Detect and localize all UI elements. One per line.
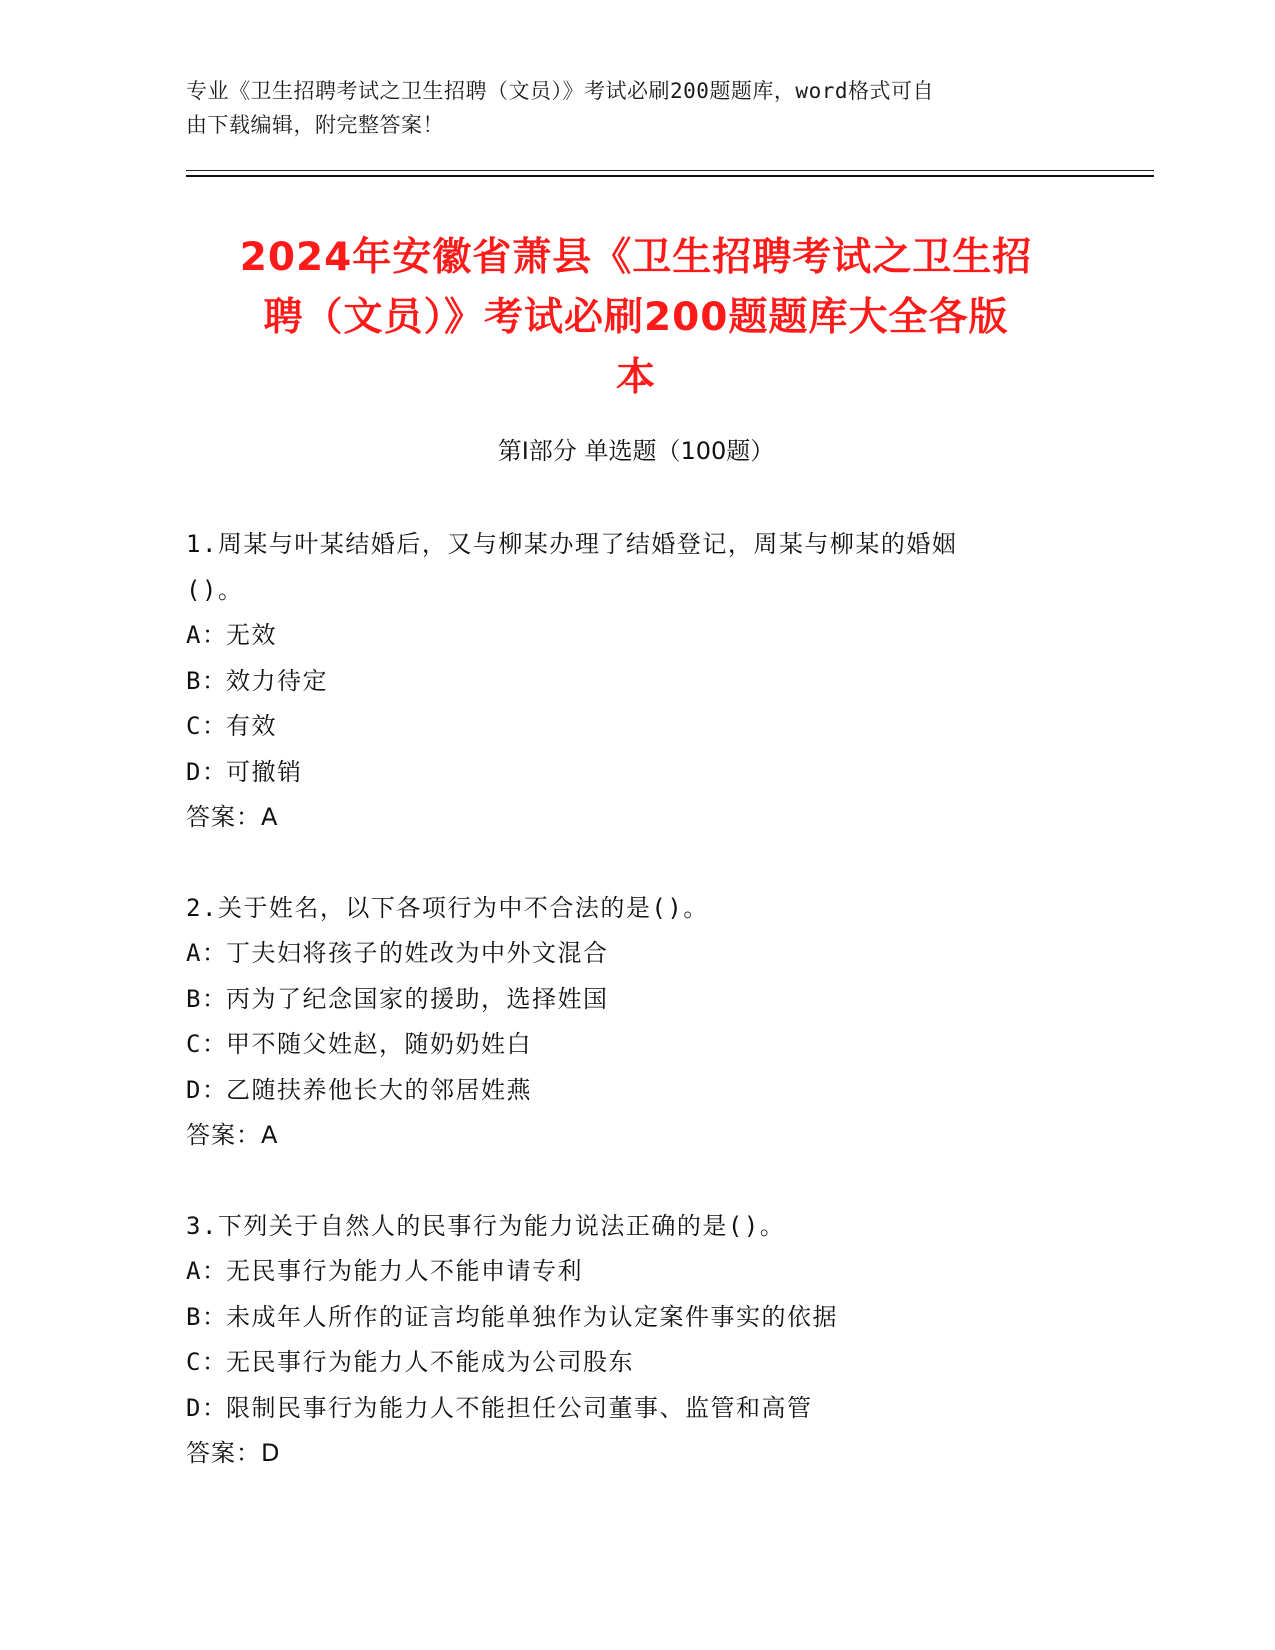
option-letter: C： [186, 712, 228, 740]
option-d [186, 1068, 1086, 1114]
question-stem: 1.周某与叶某结婚后，又与柳某办理了结婚登记，周某与柳某的婚姻 [186, 530, 958, 558]
option-text: 效力待定 [226, 666, 328, 695]
section-title: 第I部分 单选题（100题） [497, 437, 775, 465]
header-note-line-2: 由下载编辑，附完整答案！ [186, 113, 444, 137]
question-stem: 2.关于姓名，以下各项行为中不合法的是()。 [186, 893, 709, 922]
question-3 [186, 1204, 1086, 1477]
option-letter: C： [186, 1348, 228, 1376]
question-stem: 3.下列关于自然人的民事行为能力说法正确的是()。 [186, 1211, 786, 1240]
document-title-line-2: 聘（文员）》考试必刷200题题库大全各版 [263, 295, 1009, 340]
question-list [186, 522, 1086, 1522]
option-letter: B： [186, 666, 228, 695]
option-letter: D： [186, 757, 228, 786]
option-text: 未成年人所作的证言均能单独作为认定案件事实的依据 [226, 1302, 838, 1331]
document-title-line-3: 本 [615, 355, 656, 400]
question-2 [186, 886, 1086, 1159]
option-a [186, 931, 1086, 977]
header-note [186, 74, 1066, 142]
option-c [186, 704, 1086, 750]
header-rule-thin [186, 170, 1154, 171]
option-letter: A： [186, 1257, 228, 1285]
option-text: 无民事行为能力人不能成为公司股东 [226, 1348, 634, 1376]
option-text: 限制民事行为能力人不能担任公司董事、监管和高管 [226, 1393, 813, 1422]
header-rule-thick [186, 175, 1154, 177]
option-c [186, 1022, 1086, 1068]
option-c [186, 1340, 1086, 1386]
answer-line: 答案：D [186, 1439, 281, 1467]
option-d [186, 750, 1086, 796]
answer-line: 答案：A [186, 803, 279, 831]
option-a [186, 613, 1086, 659]
option-b [186, 1295, 1086, 1341]
document-title [186, 228, 1086, 408]
option-letter: A： [186, 621, 228, 649]
option-b [186, 977, 1086, 1023]
option-text: 丁夫妇将孩子的姓改为中外文混合 [226, 939, 609, 967]
option-text: 无民事行为能力人不能申请专利 [226, 1257, 583, 1285]
question-1 [186, 522, 1086, 841]
option-a [186, 1249, 1086, 1295]
option-letter: A： [186, 939, 228, 967]
option-text: 有效 [226, 712, 277, 740]
document-title-line-1: 2024年安徽省萧县《卫生招聘考试之卫生招 [239, 235, 1033, 280]
option-text: 无效 [226, 621, 277, 649]
option-text: 甲不随父姓赵，随奶奶姓白 [226, 1030, 532, 1058]
option-b [186, 659, 1086, 705]
option-text: 乙随扶养他长大的邻居姓燕 [226, 1075, 532, 1104]
option-letter: D： [186, 1075, 228, 1104]
option-letter: C： [186, 1030, 228, 1058]
option-text: 丙为了纪念国家的援助，选择姓国 [226, 984, 609, 1013]
option-letter: B： [186, 1302, 228, 1331]
question-stem-continued: ()。 [186, 575, 244, 604]
option-letter: D： [186, 1393, 228, 1422]
option-letter: B： [186, 984, 228, 1013]
header-note-line-1: 专业《卫生招聘考试之卫生招聘（文员）》考试必刷200题题库，word格式可自 [186, 79, 934, 103]
answer-line: 答案：A [186, 1121, 279, 1149]
option-d [186, 1386, 1086, 1432]
option-text: 可撤销 [226, 757, 303, 786]
